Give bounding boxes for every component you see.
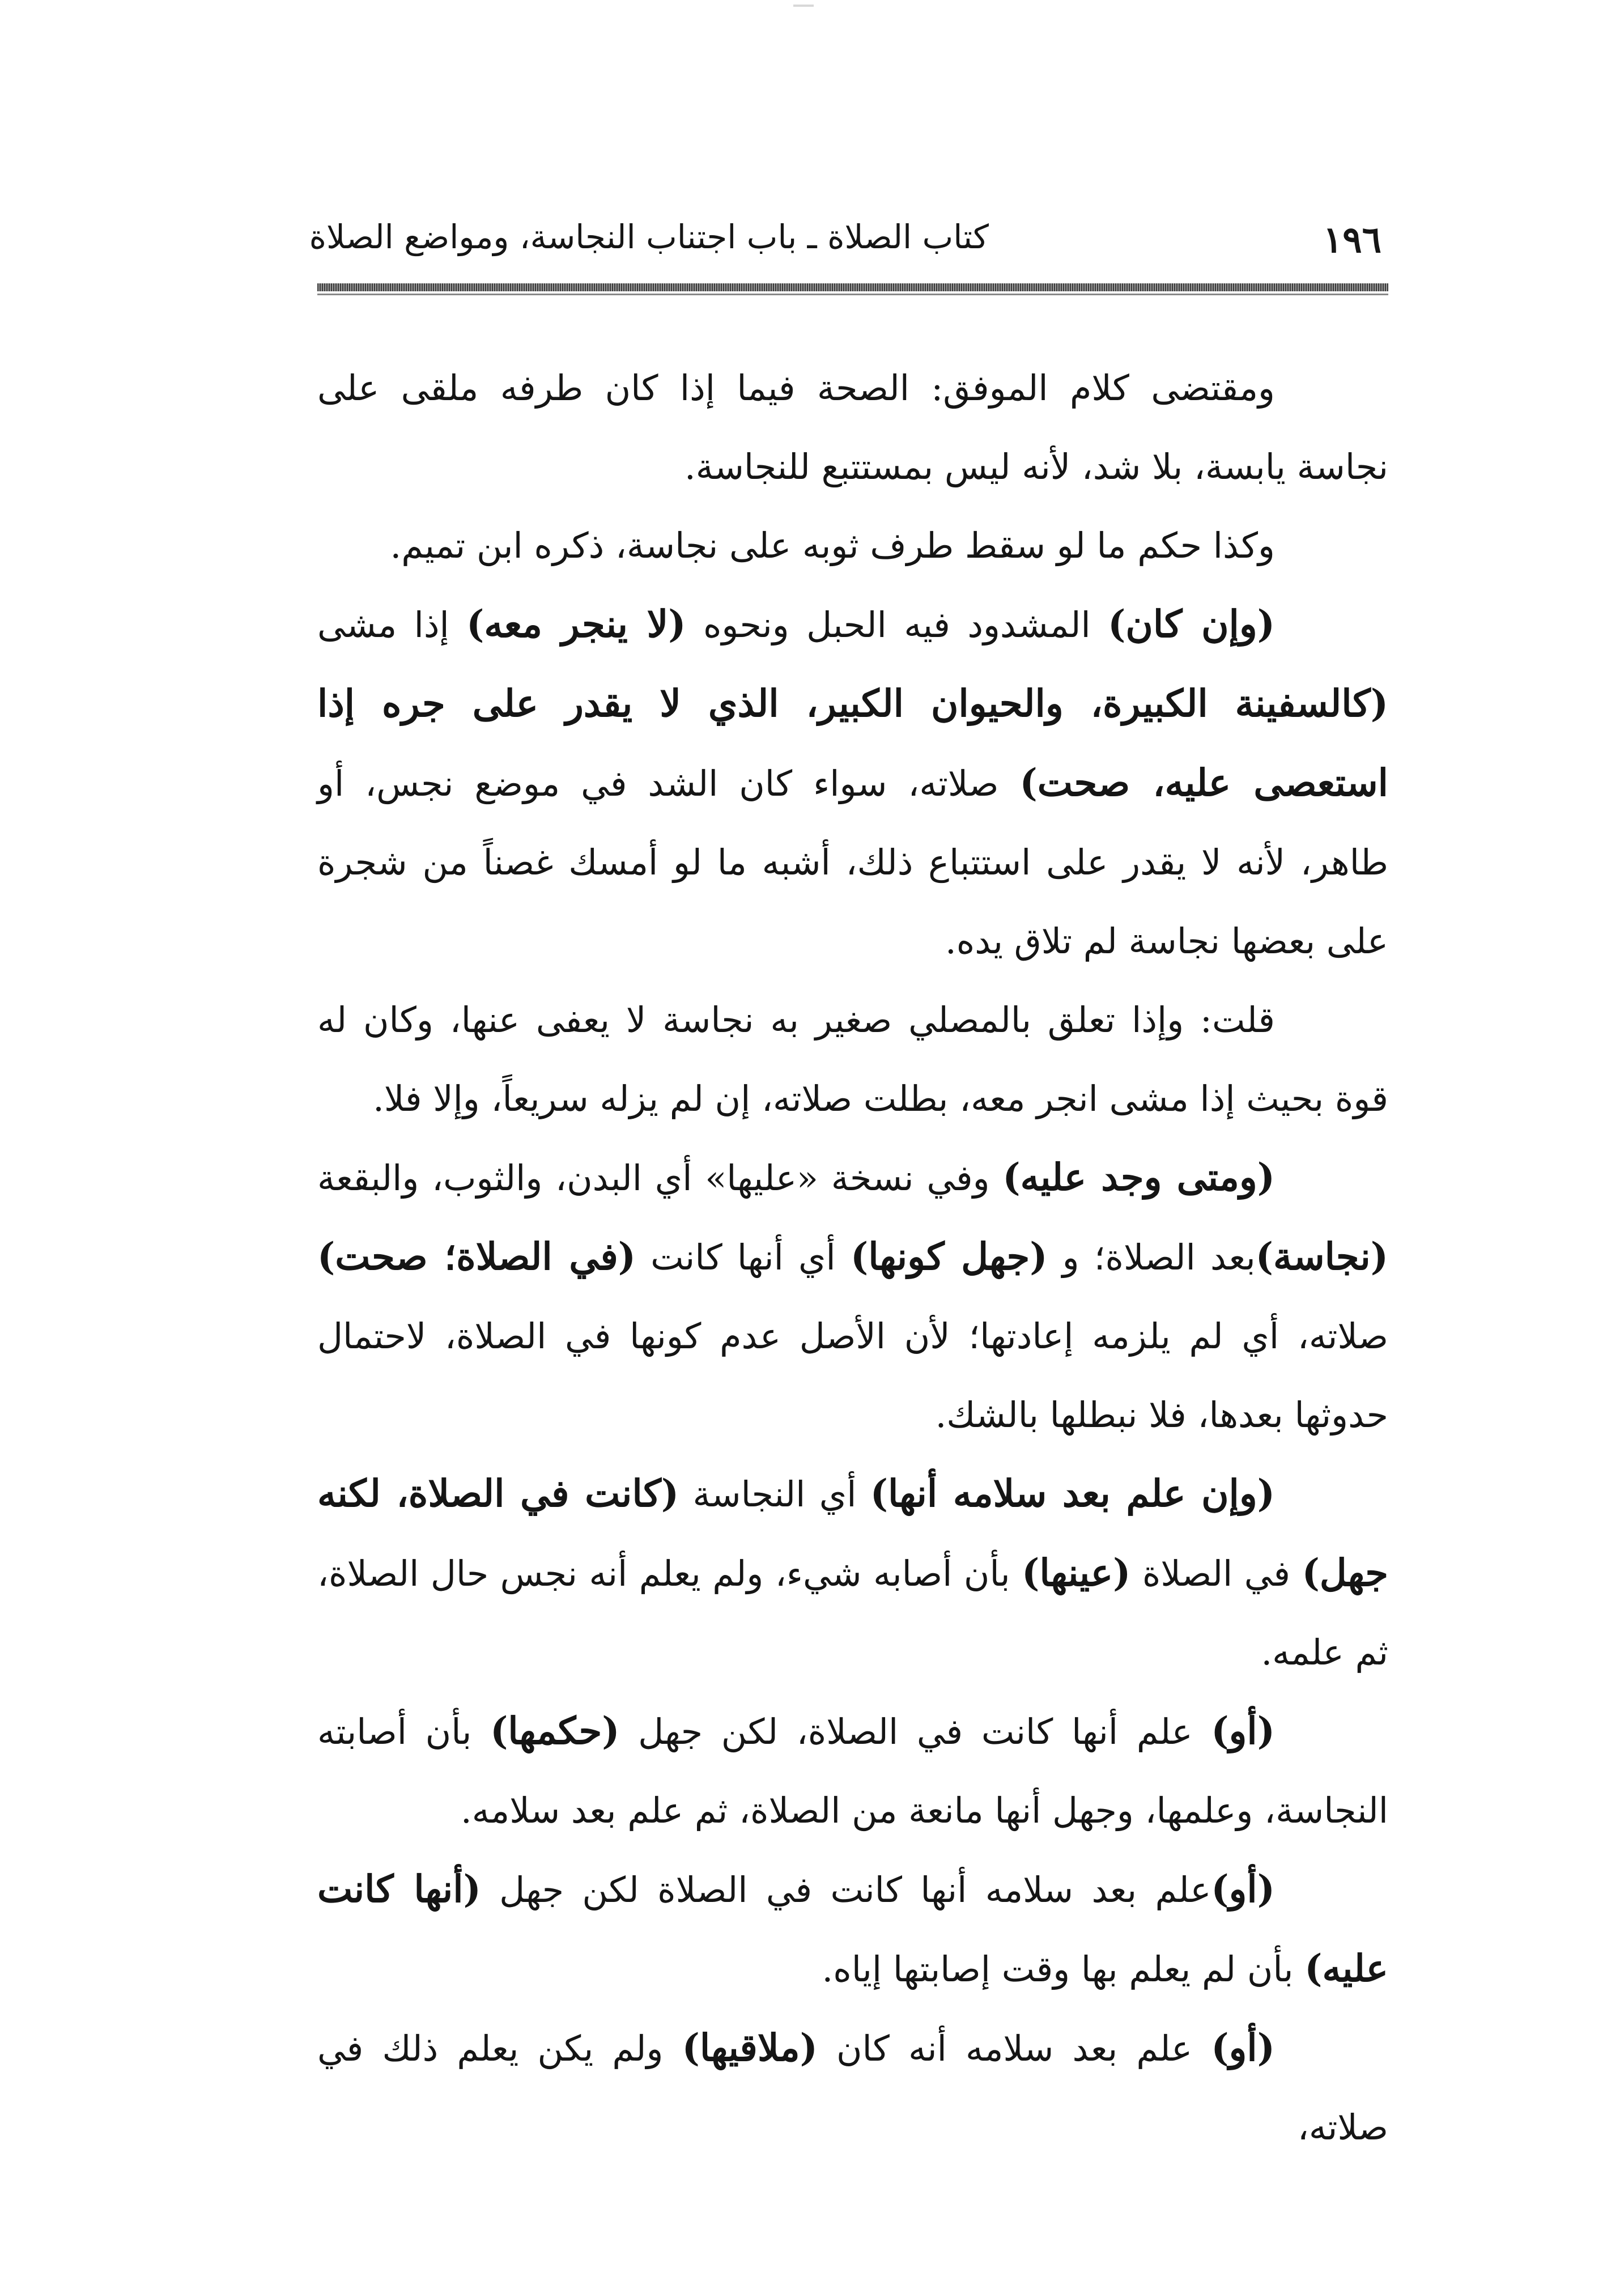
paragraph	[317, 980, 1388, 1138]
sharh-text: ولم يكن يعلم ذلك في صلاته،	[317, 2028, 1388, 2148]
matn-text-bold: (أو)	[1211, 2026, 1275, 2070]
running-header	[309, 215, 1388, 278]
matn-text-bold: (ملاقيها)	[682, 2026, 818, 2070]
sharh-text: أي النجاسة	[679, 1474, 870, 1515]
sharh-text: قلت: وإذا تعلق بالمصلي صغير به نجاسة لا يعفى عنها، وكان له قوة بحيث إذا مشى انجر معه، بطلت صلاته، إن لم يزله سريعاً، وإلا فلا.	[317, 999, 1388, 1119]
matn-text-bold: (في الصلاة؛ صحت)	[317, 1234, 636, 1279]
matn-text-bold: (حكمها)	[490, 1709, 620, 1753]
sharh-text: أي أنها كانت	[636, 1237, 851, 1278]
sharh-text: بأن أصابته النجاسة، وعلمها، وجهل أنها مانعة من الصلاة، ثم علم بعد سلامه.	[317, 1711, 1388, 1831]
paragraph	[317, 1850, 1388, 2009]
matn-text-bold: (جهل كونها)	[850, 1234, 1048, 1279]
paragraph	[317, 1138, 1388, 1454]
paragraph	[317, 506, 1388, 585]
matn-text-bold: (نجاسة)	[1255, 1234, 1388, 1279]
paragraph	[317, 585, 1388, 980]
sharh-text: صلاته، أي لم يلزمه إعادتها؛ لأن الأصل عدم كونها في الصلاة، لاحتمال حدوثها بعدها، فلا نبطلها بالشك.	[317, 1315, 1388, 1436]
sharh-text: بعد الصلاة؛ و	[1047, 1237, 1256, 1278]
paragraph	[317, 349, 1388, 506]
matn-text-bold: (أنها كانت عليه)	[317, 1867, 1388, 1990]
page-body-text	[317, 349, 1388, 2167]
matn-text-bold: (كالسفينة الكبيرة، والحيوان الكبير، الذي لا يقدر على جره إذا استعصى عليه، صحت)	[317, 681, 1388, 805]
matn-text-bold: (كانت في الصلاة، لكنه جهل)	[317, 1471, 1388, 1595]
paragraph	[317, 1692, 1388, 1850]
sharh-text: وكذا حكم ما لو سقط طرف ثوبه على نجاسة، ذكره ابن تميم.	[390, 525, 1275, 566]
sharh-text: بأن لم يعلم بها وقت إصابتها إياه.	[822, 1948, 1305, 1990]
header-divider	[317, 283, 1388, 291]
sharh-text: وفي نسخة «عليها» أي البدن، والثوب، والبقعة	[317, 1157, 1003, 1199]
sharh-text: علم أنها كانت في الصلاة، لكن جهل	[619, 1711, 1211, 1752]
page-number: ١٩٦	[1323, 219, 1381, 261]
sharh-text: إذا مشى	[317, 604, 467, 646]
matn-text-bold: (أو)	[1211, 1709, 1275, 1753]
scan-mark	[793, 5, 814, 7]
sharh-text: ومقتضى كلام الموفق: الصحة فيما إذا كان طرفه ملقى على نجاسة يابسة، بلا شد، لأنه ليس بمستتبع للنجاسة.	[317, 367, 1388, 487]
sharh-text: صلاته، سواء كان الشد في موضع نجس، أو طاهر، لأنه لا يقدر على استتباع ذلك، أشبه ما لو أمسك غصناً من شجرة على بعضها نجاسة لم تلاق يده.	[317, 763, 1388, 962]
sharh-text: علم بعد سلامه أنها كانت في الصلاة لكن جهل	[481, 1869, 1211, 1910]
paragraph	[317, 2009, 1388, 2167]
matn-text-bold: (لا ينجر معه)	[466, 602, 686, 646]
sharh-text: المشدود فيه الحبل ونحوه	[686, 604, 1108, 646]
paragraph	[317, 1454, 1388, 1692]
header-divider-thin	[317, 294, 1388, 295]
header-title: كتاب الصلاة ـ باب اجتناب النجاسة، ومواضع الصلاة	[309, 218, 989, 256]
matn-text-bold: (وإن كان)	[1108, 602, 1275, 646]
matn-text-bold: (ومتى وجد عليه)	[1002, 1155, 1275, 1199]
sharh-text: علم بعد سلامه أنه كان	[817, 2028, 1211, 2069]
sharh-text: بأن أصابه شيء، ولم يعلم أنه نجس حال الصلاة، ثم علمه.	[317, 1553, 1388, 1673]
matn-text-bold: (عينها)	[1022, 1551, 1131, 1595]
matn-text-bold: (أو)	[1211, 1867, 1275, 1911]
sharh-text: في الصلاة	[1130, 1553, 1302, 1594]
matn-text-bold: (وإن علم بعد سلامه أنها)	[870, 1471, 1275, 1515]
